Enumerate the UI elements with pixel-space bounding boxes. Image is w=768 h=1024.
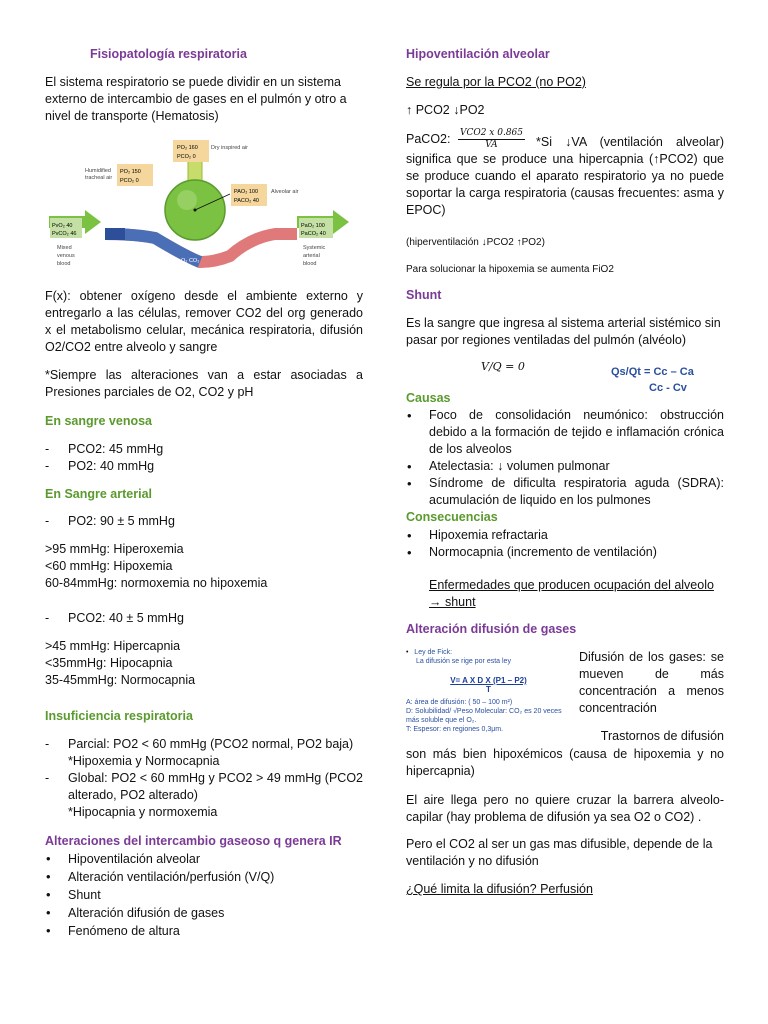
co2-paragraph: Pero el CO2 al ser un gas mas difusible, depende de la ventilación y no difusión — [406, 837, 713, 868]
arterial-heading: En Sangre arterial — [45, 487, 152, 501]
fraction-numerator: VCO2 x 0.865 — [459, 128, 524, 138]
po2-ranges — [45, 541, 363, 592]
ven-label3: blood — [57, 261, 71, 267]
art-po2: PaO₂ 100 — [301, 223, 325, 229]
range-line: <35mmHg: Hipocapnia — [45, 656, 173, 670]
range-line: <60 mmHg: Hipoxemia — [45, 559, 173, 573]
trastornos-start: Trastornos de difusión — [600, 729, 724, 743]
alt-list — [45, 850, 363, 940]
fick-area: A: área de difusión: ( 50 – 100 m²) — [406, 699, 513, 706]
vq-text: V/Q = 0 — [481, 360, 525, 373]
dry-pco2: PCO₂ 0 — [177, 154, 196, 160]
bullet-icon: • — [406, 649, 415, 656]
ir-list — [45, 736, 363, 821]
consecuencias-list — [406, 527, 724, 561]
list-item: • Normocapnia (incremento de ventilación) — [406, 544, 724, 561]
list-item: - PO2: 90 ± 5 mmHg — [45, 513, 363, 530]
humid-po2: PO₂ 150 — [120, 169, 141, 175]
venosa-list — [45, 441, 363, 475]
list-item — [45, 736, 363, 770]
gases-label: O₂ CO₂ — [181, 258, 200, 264]
list-item: • Alteración ventilación/perfusión (V/Q) — [45, 868, 363, 886]
arterial-po2-list — [45, 513, 363, 530]
ir-heading: Insuficiencia respiratoria — [45, 709, 193, 723]
qs-numerator: Qs/Qt = Cc – Ca — [611, 366, 694, 378]
humid-pco2: PCO₂ 0 — [120, 178, 139, 184]
art-label3: blood — [303, 261, 317, 267]
regula-text: Se regula por la PCO2 (no PO2) — [406, 75, 586, 89]
enfermedades-text: Enfermedades que producen ocupación del alveolo → shunt — [429, 578, 714, 609]
ir-global: Global: PO2 < 60 mmHg y PCO2 > 49 mmHg (PCO2 alterado, PO2 alterado) — [68, 771, 363, 802]
range-line: >95 mmHg: Hiperoxemia — [45, 542, 184, 556]
qs-denominator: Cc - Cv — [649, 382, 687, 394]
trastornos-rest: son más bien hipoxémicos (causa de hipoxemia y no hipercapnia) — [406, 747, 724, 778]
alt-heading: Alteraciones del intercambio gaseoso q genera IR — [45, 834, 342, 848]
hiperventilacion-text: (hiperventilación ↓PCO2 ↑PO2) — [406, 237, 545, 248]
art-label1: Systemic — [303, 245, 326, 251]
limita-text: ¿Qué limita la difusión? Perfusión — [406, 882, 593, 896]
paco2-explanation: *Si ↓VA (ventilación alveolar) significa que se produce una hipercapnia (↑PCO2) que se produce cuando el aparato respiratorio ya no puede soportar la carga respiratoria (causas frecuentes: asma y EPOC) — [406, 135, 724, 217]
difusion-side-text: Difusión de los gases: se mueven de más concentración a menos concentración — [579, 650, 724, 715]
list-item: - PCO2: 45 mmHg — [45, 441, 363, 458]
solucionar-text: Para solucionar la hipoxemia se aumenta FiO2 — [406, 264, 614, 275]
list-item: • Síndrome de dificulta respiratoria aguda (SDRA): acumulación de liquido en los pulmones — [406, 475, 724, 509]
note-paragraph: *Siempre las alteraciones van a estar asociadas a Presiones parciales de O2, CO2 y pH — [45, 368, 363, 399]
ven-pco2: PvCO₂ 46 — [52, 231, 77, 237]
list-item: • Hipoxemia refractaria — [406, 527, 724, 544]
ven-label1: Mixed — [57, 245, 72, 251]
shunt-heading: Shunt — [406, 288, 442, 302]
list-item: • Fenómeno de altura — [45, 922, 363, 940]
list-item — [45, 770, 363, 821]
arrows-text: ↑ PCO2 ↓PO2 — [406, 103, 485, 117]
causas-heading: Causas — [406, 391, 451, 405]
alv-pao2: PAO₂ 100 — [234, 189, 259, 195]
alv-label: Alveolar air — [271, 189, 299, 195]
consecuencias-heading: Consecuencias — [406, 510, 498, 524]
fick-subtitle: La difusión se rige por esta ley — [416, 658, 511, 665]
humid-label2: tracheal air — [85, 175, 113, 181]
fraction-denominator: VA — [485, 140, 498, 150]
hipo-heading: Hipoventilación alveolar — [406, 47, 550, 61]
function-paragraph: F(x): obtener oxígeno desde el ambiente externo y entregarlo a las células, remover CO2 del org generado x el metabolismo celular, mecánica respiratoria, difusión O2/CO2 entre alveolo y sangre — [45, 289, 363, 354]
art-label2: arterial — [303, 253, 320, 259]
range-line: 35-45mmHg: Normocapnia — [45, 673, 196, 687]
gas-exchange-illustration — [45, 138, 363, 278]
page-title: Fisiopatología respiratoria — [90, 47, 247, 61]
list-item: • Foco de consolidación neumónico: obstrucción debido a la formación de tejido e inflamación crónica de los alveolos — [406, 407, 724, 458]
aire-paragraph: El aire llega pero no quiere cruzar la barrera alveolo-capilar (hay problema de difusión ya sea O2 o CO2) . — [406, 793, 724, 824]
range-line: 60-84mmHg: normoxemia no hipoxemia — [45, 576, 268, 590]
dry-po2: PO₂ 160 — [177, 145, 198, 151]
list-item: • Atelectasia: ↓ volumen pulmonar — [406, 458, 724, 475]
fick-law-box — [406, 648, 571, 733]
fick-equation-den: T — [486, 685, 491, 694]
pco2-ranges — [45, 638, 363, 689]
vq-formula — [481, 358, 525, 375]
dry-label: Dry inspired air — [211, 145, 248, 151]
fick-equation-num: V= A X D X (P1 – P2) — [450, 676, 527, 685]
list-item: • Alteración difusión de gases — [45, 904, 363, 922]
list-item: - PCO2: 40 ± 5 mmHg — [45, 610, 363, 627]
difusion-heading: Alteración difusión de gases — [406, 622, 577, 636]
ir-parcial: Parcial: PO2 < 60 mmHg (PCO2 normal, PO2 baja) — [68, 737, 354, 751]
gas-exchange-diagram — [45, 138, 363, 278]
list-item: • Shunt — [45, 886, 363, 904]
ir-global-sub: *Hipocapnia y normoxemia — [68, 805, 218, 819]
range-line: >45 mmHg: Hipercapnia — [45, 639, 181, 653]
art-pco2: PaCO₂ 40 — [301, 231, 326, 237]
shunt-paragraph: Es la sangre que ingresa al sistema arterial sistémico sin pasar por regiones ventiladas del pulmón (alvéolo) — [406, 316, 721, 347]
humid-label1: Humidified — [85, 168, 111, 174]
alv-paco2: PACO₂ 40 — [234, 198, 259, 204]
left-column-header — [45, 46, 363, 63]
ven-label2: venous — [57, 253, 75, 259]
arterial-pco2-list — [45, 610, 363, 627]
fick-solubility: D: Solubilidad/ √Peso Molecular: CO₂ es 20 veces más soluble que el O₂. — [406, 708, 562, 724]
list-item: • Hipoventilación alveolar — [45, 850, 363, 868]
fick-title: Ley de Fick: — [414, 649, 453, 656]
causas-list — [406, 407, 724, 509]
ven-po2: PvO₂ 40 — [52, 223, 73, 229]
intro-paragraph: El sistema respiratorio se puede dividir en un sistema externo de intercambio de gases en el pulmón y otro a nivel de transporte (Hematosis) — [45, 75, 347, 123]
venosa-heading: En sangre venosa — [45, 414, 152, 428]
list-item: - PO2: 40 mmHg — [45, 458, 363, 475]
fick-thickness: T: Espesor: en regiones 0,3μm. — [406, 726, 504, 733]
ir-parcial-sub: *Hipoxemia y Normocapnia — [68, 754, 220, 768]
paco2-label: PaCO2: — [406, 131, 451, 146]
